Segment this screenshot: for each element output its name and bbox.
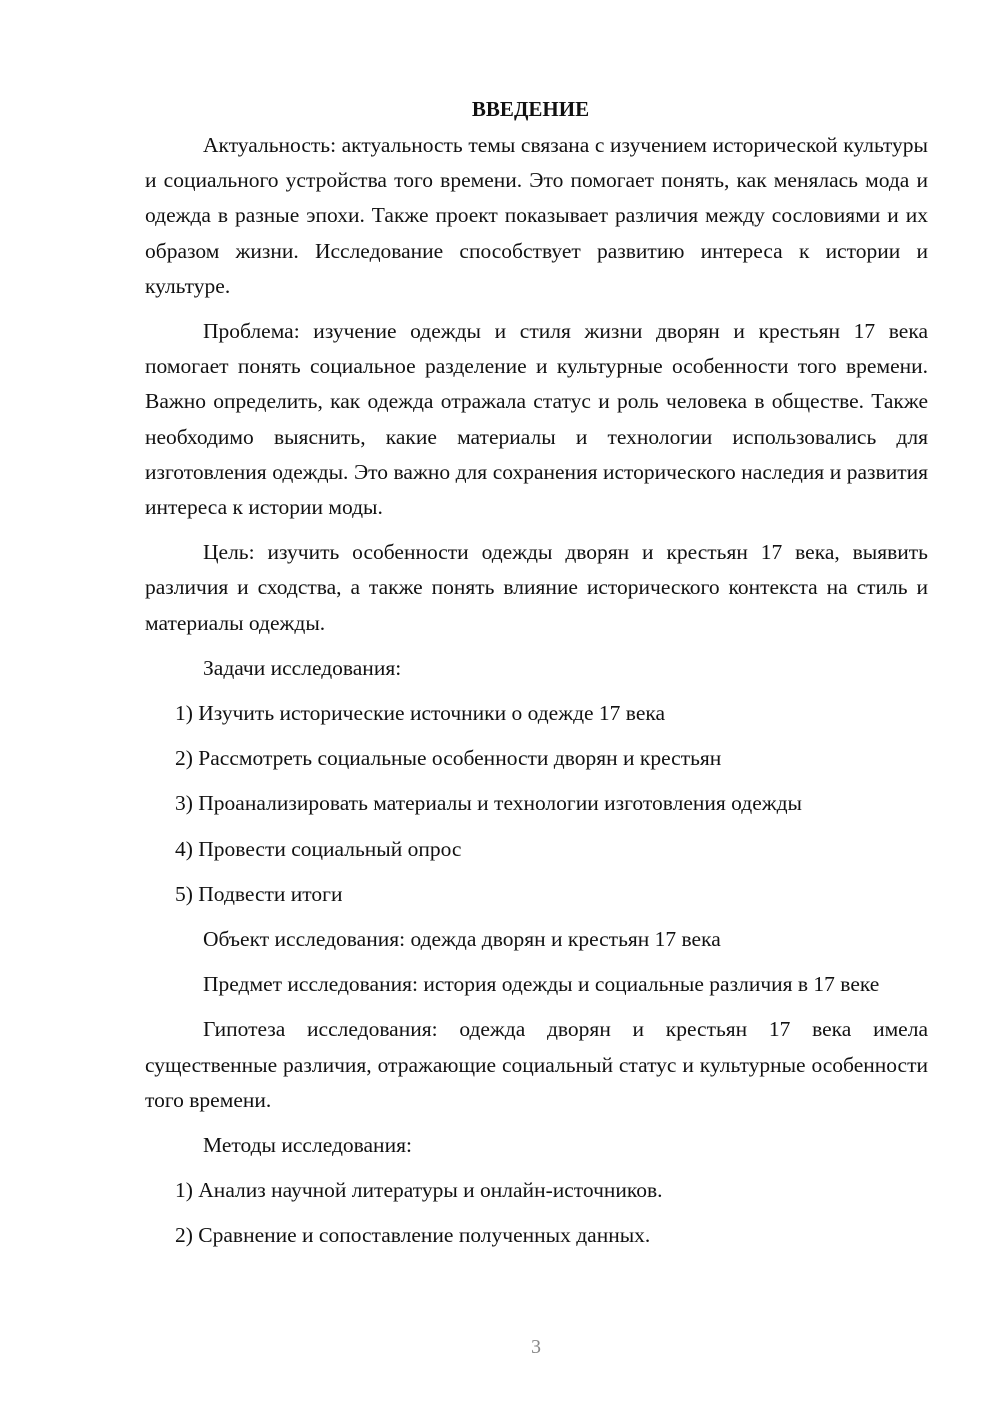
list-item: 1) Анализ научной литературы и онлайн-источников. — [175, 1178, 663, 1203]
methods-list — [145, 1173, 928, 1253]
list-item: 5) Подвести итоги — [175, 881, 343, 906]
document-page — [145, 92, 928, 1264]
list-item: 2) Рассмотреть социальные особенности дворян и крестьян — [175, 746, 722, 771]
relevance-paragraph: Актуальность: актуальность темы связана с изучением исторической культуры и социального устройства того времени. Это помогает понять, как менялась мода и одежда в разные эпохи. Также проект показывает различия между сословиями и их образом жизни. Исследование способствует развитию интереса к истории и культуре. — [145, 133, 928, 298]
page-title: ВВЕДЕНИЕ — [471, 97, 590, 121]
list-item: 1) Изучить исторические источники о одежде 17 века — [175, 701, 666, 726]
methods-heading: Методы исследования: — [203, 1133, 412, 1158]
object-paragraph: Объект исследования: одежда дворян и крестьян 17 века — [203, 927, 721, 952]
tasks-list — [145, 696, 928, 912]
tasks-heading: Задачи исследования: — [203, 655, 402, 680]
goal-paragraph: Цель: изучить особенности одежды дворян и крестьян 17 века, выявить различия и сходства, а также понять влияние исторического контекста на стиль и материалы одежды. — [145, 540, 928, 635]
list-item: 3) Проанализировать материалы и технологии изготовления одежды — [175, 791, 802, 816]
hypothesis-paragraph: Гипотеза исследования: одежда дворян и крестьян 17 века имела существенные различия, отражающие социальный статус и культурные особенности того времени. — [145, 1017, 928, 1112]
list-item: 4) Провести социальный опрос — [175, 836, 462, 861]
list-item: 2) Сравнение и сопоставление полученных данных. — [175, 1223, 651, 1248]
subject-paragraph: Предмет исследования: история одежды и социальные различия в 17 веке — [203, 972, 880, 997]
problem-paragraph: Проблема: изучение одежды и стиля жизни дворян и крестьян 17 века помогает понять социальное разделение и культурные особенности того времени. Важно определить, как одежда отражала статус и роль человека в обществе. Также необходимо выяснить, какие материалы и технологии использовались для изготовления одежды. Это важно для сохранения исторического наследия и развития интереса к истории моды. — [145, 319, 928, 520]
page-number: 3 — [531, 1336, 541, 1358]
